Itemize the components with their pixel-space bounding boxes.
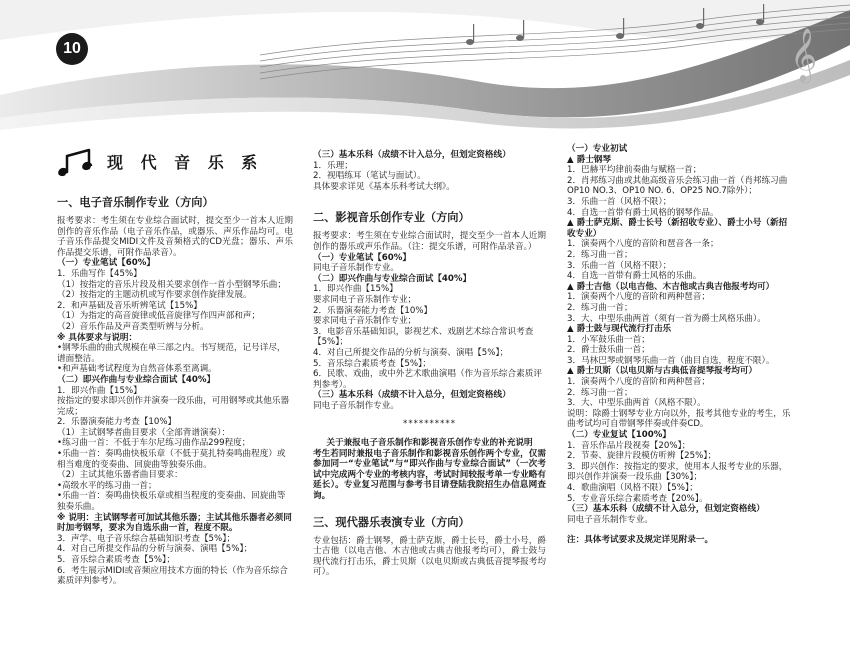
paragraph: 1．乐曲写作【45%】	[57, 268, 142, 279]
department-title	[57, 148, 293, 178]
music-note-icon	[57, 148, 95, 178]
paragraph: （2）按指定的主题动机或写作要求创作旋律发展。	[57, 290, 252, 301]
instrument-heading: ▲ 爵士钢琴	[567, 154, 611, 165]
paragraph: 2．视唱练耳（笔试与面试）。	[313, 171, 426, 182]
paragraph: 5．音乐综合素质考查【5%】；	[57, 555, 175, 565]
supplement-note-title: 关于兼报电子音乐制作和影视音乐创作专业的补充说明	[326, 438, 533, 449]
paragraph: 4．对自己所提交作品的分析与演奏、演唱【5%】；	[57, 544, 253, 555]
subheading: （一）专业笔试【60%】	[313, 252, 411, 263]
paragraph: 4．歌曲演唱（风格不限）【5%】；	[567, 483, 698, 493]
paragraph: 4．对自己所提交作品的分析与演奏、演唱【5%】；	[313, 347, 509, 358]
paragraph: （1）主试钢琴者曲目要求（全部背谱演奏）：	[57, 427, 231, 438]
department-title-text: 现 代 音 乐 系	[107, 152, 264, 172]
paragraph: 1．乐理；	[313, 160, 353, 171]
paragraph: 报考要求：考生须在专业综合面试时，提交至少一首本人近期创作的音乐作品（电子音乐作品，或器乐、声乐作品均可。电子音乐作品提交MIDI文件及音频格式的CD光盘；器乐、声乐作品提交乐谱，可附作品录音）。	[57, 216, 293, 258]
paragraph: 2．练习曲一首；	[567, 302, 633, 313]
paragraph: 3．乐曲一首（风格不限）；	[567, 260, 672, 271]
paragraph: 专业包括：爵士钢琴，爵士萨克斯，爵士长号，爵士小号，爵士吉他（以电吉他、木吉他或古典吉他报考均可），爵士鼓与现代流行打击乐，爵士贝斯（以电贝斯或古典低音提琴报考均可）。	[313, 535, 546, 578]
paragraph: 具体要求详见《基本乐科考试大纲》。	[313, 181, 455, 192]
subheading: （一）专业初试	[567, 144, 628, 154]
paragraph: 1．即兴作曲【15%】	[57, 385, 142, 396]
subheading: （二）即兴作曲与专业综合面试【40%】	[313, 273, 472, 284]
paragraph: 3．乐曲一首（风格不限）；	[567, 196, 672, 207]
paragraph: •乐曲一首：奏鸣曲快板乐章或相当程度的变奏曲、回旋曲等独奏乐曲。	[57, 491, 286, 513]
paragraph: 1．演奏两个八度的音阶和两种琶音；	[567, 377, 710, 388]
subheading: （一）专业笔试【60%】	[57, 258, 155, 269]
paragraph: 2．乐器演奏能力考查【10%】	[57, 417, 177, 428]
page-number-badge: 10	[56, 33, 88, 65]
subheading: （二）专业复试【100%】	[567, 430, 671, 441]
paragraph: 要求同电子音乐制作专业；	[313, 294, 417, 305]
paragraph: 3．电影音乐基础知识，影视艺术、戏剧艺术综合常识考查【5%】；	[313, 326, 534, 348]
paragraph: （1）按指定的音乐片段及相关要求创作一首小型钢琴乐曲；	[57, 279, 286, 290]
paragraph: 3．马林巴琴或钢琴乐曲一首（曲目自选，程度不限）。	[567, 355, 775, 366]
separator-stars: **********	[403, 419, 456, 430]
paragraph: （2）音乐作品及声音类型听辨与分析。	[57, 321, 209, 332]
subheading: （三）基本乐科（成绩不计入总分，但划定资格线）	[313, 150, 511, 160]
paragraph: 同电子音乐制作专业。	[313, 263, 399, 274]
paragraph: 2．和声基础及音乐听辨笔试【15%】	[57, 300, 202, 311]
instrument-heading: ▲ 爵士贝斯（以电贝斯与古典低音提琴报考均可）	[567, 366, 758, 377]
music-wave-decoration	[0, 0, 850, 135]
paragraph: •乐曲一首：奏鸣曲快板乐章（不低于莫扎特奏鸣曲程度）或相当难度的变奏曲、回旋曲等独奏乐曲。	[57, 449, 286, 470]
paragraph: •高级水平的练习曲一首；	[57, 480, 157, 491]
paragraph: 3．声学、电子音乐综合基础知识考查【5%】；	[57, 533, 236, 544]
subheading: （三）基本乐科（成绩不计入总分，但划定资格线）	[313, 390, 511, 401]
paragraph: 6．民歌、戏曲，或中外艺术歌曲演唱（作为音乐综合素质评判参考）。	[313, 369, 542, 390]
section-title-electronic-music: 一、电子音乐制作专业（方向）	[57, 196, 214, 209]
paragraph: （1）为指定的高音旋律或低音旋律写作四声部和声；	[57, 311, 261, 322]
paragraph: 2．乐器演奏能力考查【10%】	[313, 305, 433, 316]
paragraph: •练习曲一首：不低于车尔尼练习曲作品299程度；	[57, 438, 251, 449]
subheading: ※ 具体要求与说明：	[57, 332, 138, 343]
paragraph: •钢琴乐曲的曲式规模在单三部之内。书写规范，记号详尽，谱面整洁。	[57, 343, 286, 364]
paragraph: 1．演奏两个八度的音阶和两种琶音；	[567, 292, 710, 303]
paragraph: 5．音乐综合素质考查【5%】；	[313, 358, 431, 369]
paragraph: 同电子音乐制作专业。	[567, 514, 653, 525]
paragraph: 3．即兴创作：按指定的要求，使用本人报考专业的乐器，即兴创作并演奏一段乐曲【30%】；	[567, 461, 788, 483]
paragraph: 说明：除爵士钢琴专业方向以外，报考其他专业的考生，乐曲考试均可自带钢琴伴奏或伴奏CD。	[567, 408, 791, 430]
supplement-note-body: 考生若同时兼报电子音乐制作和影视音乐创作两个专业，仅需参加同一“专业笔试”与“即兴作曲与专业综合面试”（一次考试中完成两个专业的考核内容，考试时间较报考单一专业略有延长）。专业复习范围与参考书目请登陆我院招生办信息网查询。	[313, 448, 546, 502]
paragraph: 6．考生展示MIDI或音频应用技术方面的特长（作为音乐综合素质评判参考）。	[57, 565, 288, 587]
svg-text:𝄞: 𝄞	[790, 27, 818, 81]
paragraph: （2）主试其他乐器者曲目要求：	[57, 470, 183, 481]
paragraph: 1．演奏两个八度的音阶和琶音各一条；	[567, 239, 719, 250]
paragraph: 1．小军鼓乐曲一首；	[567, 334, 650, 345]
subheading: （二）即兴作曲与专业综合面试【40%】	[57, 374, 216, 385]
instrument-heading: ▲ 爵士吉他（以电吉他、木吉他或古典吉他报考均可）	[567, 281, 775, 292]
paragraph: 4．自选一首带有爵士风格的钢琴作品。	[567, 207, 719, 218]
paragraph: 4．自选一首带有爵士风格的乐曲。	[567, 271, 702, 282]
paragraph: 2．肖邦练习曲或其他高级音乐会练习曲一首（肖邦练习曲 OP10 NO.3、OP10 NO. 6、OP25 NO.7除外）；	[567, 175, 788, 197]
decorative-header	[0, 0, 850, 135]
column-middle	[313, 150, 546, 578]
paragraph: 2．练习曲一首；	[567, 249, 633, 260]
column-right	[567, 144, 793, 546]
column-left	[57, 148, 293, 587]
section-title-modern-instrument: 三、现代器乐表演专业（方向）	[313, 515, 470, 529]
paragraph: 2．爵士鼓乐曲一首；	[567, 345, 650, 356]
paragraph: •和声基础考试程度为自然音体系至离调。	[57, 364, 217, 375]
subheading: （三）基本乐科（成绩不计入总分，但划定资格线）	[567, 504, 765, 515]
paragraph: 1．音乐作品片段视奏【20%】；	[567, 440, 691, 451]
note-paragraph: ※ 说明：主试钢琴者可加试其他乐器；主试其他乐器者必须同时加考钢琴，要求为自选乐曲一首，程度不限。	[57, 512, 292, 534]
paragraph: 3．大、中型乐曲两首（风格不限）。	[567, 398, 706, 409]
paragraph: 1．巴赫平均律前奏曲与赋格一首；	[567, 165, 702, 176]
paragraph: 3．大、中型乐曲两首（须有一首为爵士风格乐曲）。	[567, 313, 766, 324]
instrument-heading: ▲ 爵士鼓与现代流行打击乐	[567, 324, 672, 335]
paragraph: 2．节奏、旋律片段模仿听辨【25%】；	[567, 451, 717, 462]
paragraph: 按指定的要求即兴创作并演奏一段乐曲，可用钢琴或其他乐器完成；	[57, 396, 290, 417]
paragraph: 1．即兴作曲【15%】	[313, 284, 398, 295]
paragraph: 2．练习曲一首；	[567, 387, 633, 398]
section-title-film-music: 二、影视音乐创作专业（方向）	[313, 211, 470, 225]
paragraph: 5．专业音乐综合素质考查【20%】。	[567, 493, 708, 504]
appendix-note: 注：具体考试要求及规定详见附录一。	[567, 535, 714, 546]
instrument-heading: ▲ 爵士萨克斯、爵士长号（新招收专业）、爵士小号（新招收专业）	[567, 218, 788, 239]
paragraph: 同电子音乐制作专业。	[313, 400, 399, 411]
paragraph: 要求同电子音乐制作专业；	[313, 316, 417, 327]
paragraph: 报考要求：考生须在专业综合面试时，提交至少一首本人近期创作的器乐或声乐作品。（注：提交乐谱，可附作品录音。）	[313, 231, 546, 252]
